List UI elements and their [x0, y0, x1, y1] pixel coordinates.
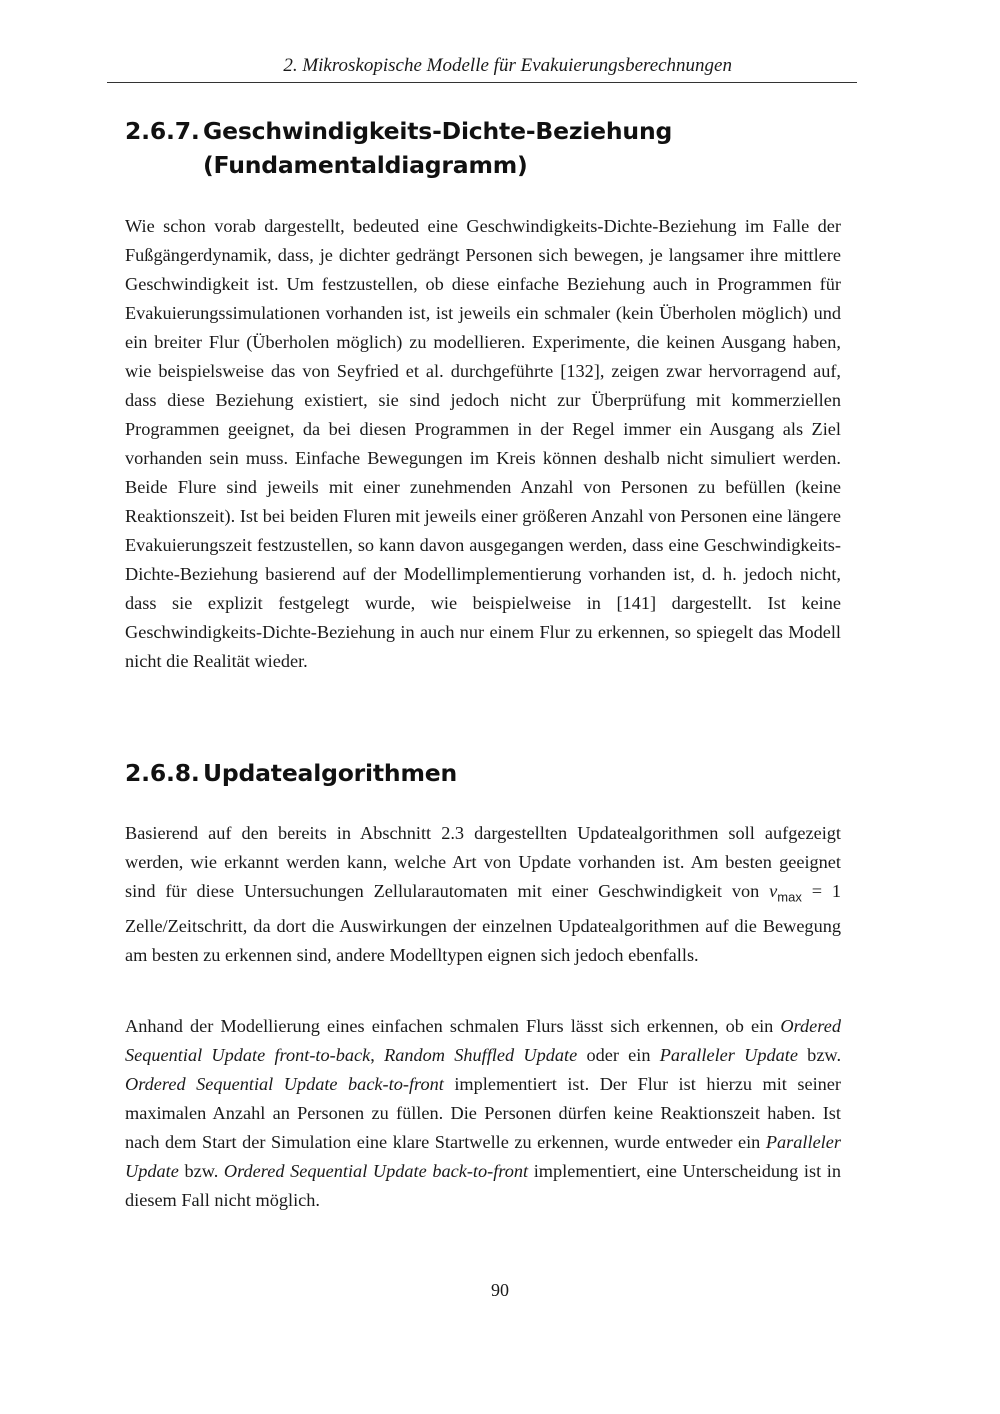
paragraph-fundamentaldiagramm: Wie schon vorab dargestellt, bedeuted eine Geschwindigkeits-Dichte-Beziehung im Falle der Fußgängerdynamik, dass, je dichter gedrängt Personen sich bewegen, je langsamer ihre mittlere Geschwindigkeit ist. Um festzustellen, ob diese einfache Beziehung auch in Programmen für Evakuierungssimulationen vorhanden ist, ist jeweils ein schmaler (kein Überholen möglich) und ein breiter Flur (Überholen möglich) zu modellieren. Experimente, die keinen Ausgang haben, wie beispielsweise das von Seyfried et al. durchgeführte [132], zeigen zwar hervorragend auf, dass diese Beziehung existiert, sie sind jedoch nicht zur Überprüfung mit kommerziellen Programmen geeignet, da bei diesen Programmen in der Regel immer ein Ausgang als Ziel vorhanden sein muss. Einfache Bewegungen im Kreis können deshalb nicht simuliert werden. Beide Flure sind jeweils mit einer zunehmenden Anzahl von Personen zu befüllen (keine Reaktionszeit). Ist bei beiden Fluren mit jeweils einer größeren Anzahl von Personen eine längere Evakuierungszeit festzustellen, so kann davon ausgegangen werden, dass eine Geschwindigkeits-Dichte-Beziehung basierend auf der Modellimplementierung vorhanden ist, d. h. jedoch nicht, dass sie explizit festgelegt wurde, wie beispielweise in [141] dargestellt. Ist keine Geschwindigkeits-Dichte-Beziehung in auch nur einem Flur zu erkennen, so spiegelt das Modell nicht die Realität wieder. — [125, 216, 841, 671]
section-title: Updatealgorithmen — [203, 759, 457, 787]
section-heading-fundamentaldiagramm — [125, 114, 672, 182]
section-number: 2.6.8. — [125, 759, 200, 787]
paragraph-updatealgorithmen-1: Basierend auf den bereits in Abschnitt 2.3 dargestellten Updatealgorithmen soll aufgezeigt werden, wie erkannt werden kann, welche Art von Update vorhanden ist. Am besten geeignet sind für diese Untersuchungen Zellularautomaten mit einer Geschwindigkeit von $v_{max} = 1$ Zelle/Zeitschritt, da dort die Auswirkungen der einzelnen Updatealgorithmen auf die Bewegung am besten zu erkennen sind, andere Modelltypen eignen sich jedoch ebenfalls. — [125, 823, 842, 965]
running-header — [107, 52, 857, 83]
math-v-max: v — [769, 881, 778, 901]
paragraph-updatealgorithmen-2: Anhand der Modellierung eines einfachen schmalen Flurs lässt sich erkennen, ob ein Ordered Sequential Update front-to-back, Random Shuffled Update oder ein Paralleler Update bzw. Ordered Sequential Update back-to-front implementiert ist. Der Flur ist hierzu mit seiner maximalen Anzahl an Personen zu füllen. Die Personen dürfen keine Reaktionszeit haben. Ist nach dem Start der Simulation eine klare Startwelle zu erkennen, wurde entweder ein Paralleler Update bzw. Ordered Sequential Update back-to-front implementiert, eine Unterscheidung ist in diesem Fall nicht möglich. — [125, 1016, 842, 1210]
section-title-line2: (Fundamentaldiagramm) — [203, 151, 528, 179]
running-title: 2. Mikroskopische Modelle für Evakuierungsberechnungen — [283, 55, 732, 76]
section-heading-updatealgorithmen — [125, 756, 457, 790]
page-number: 90 — [491, 1280, 509, 1300]
section-number: 2.6.7. — [125, 117, 200, 145]
section-title-line1: Geschwindigkeits-Dichte-Beziehung — [203, 117, 673, 145]
